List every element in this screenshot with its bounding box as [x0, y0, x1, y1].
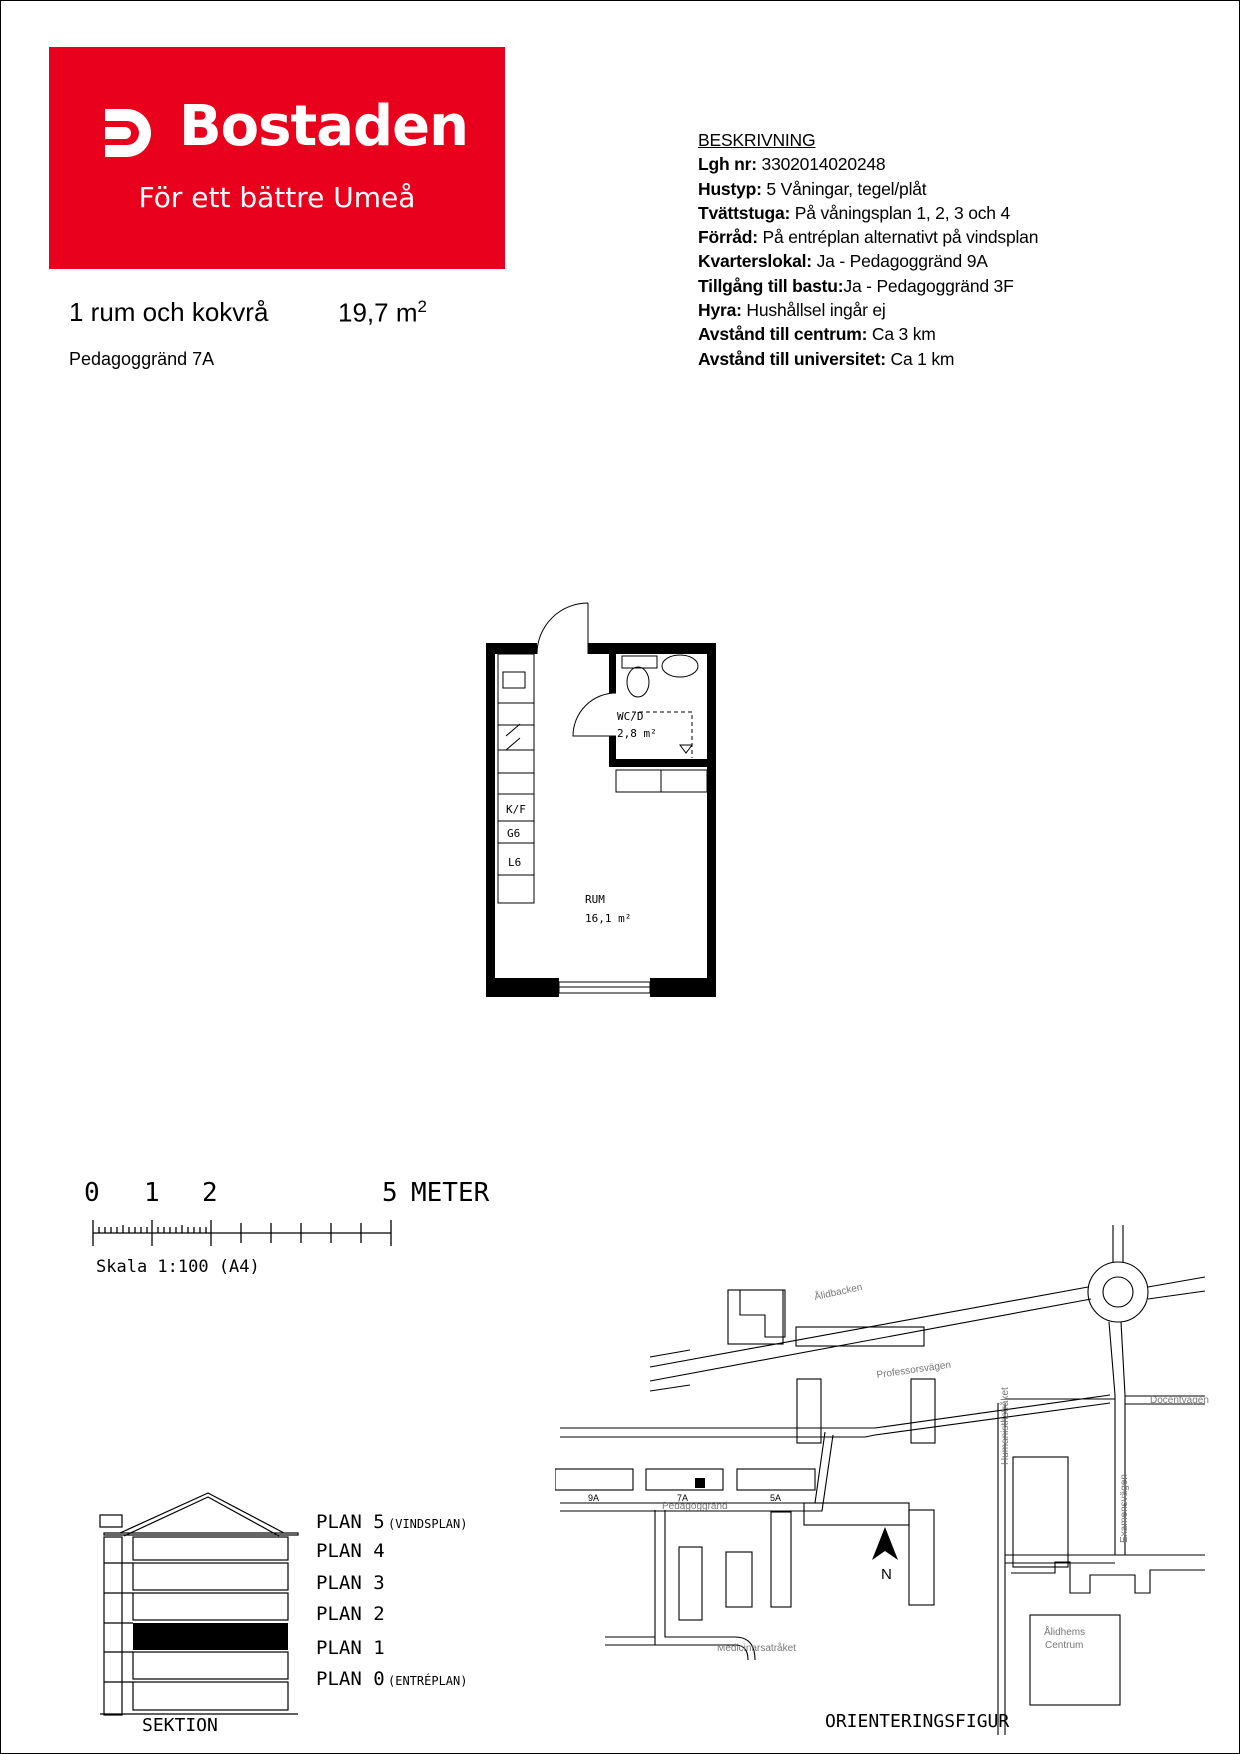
floor-plan [470, 590, 730, 1010]
bostaden-logo [49, 47, 505, 269]
appliance-g6: G6 [507, 827, 521, 840]
desc-row [698, 347, 1038, 371]
wash-basin [662, 655, 698, 677]
desc-label: Lgh nr [698, 154, 752, 175]
area-unit-exponent: 2 [417, 297, 427, 316]
appliance-l6: L6 [508, 856, 522, 869]
level-plan3: PLAN 3 [316, 1572, 385, 1594]
level-plan2: PLAN 2 [316, 1603, 385, 1625]
wall-bottom-right [650, 978, 716, 997]
building-5a [737, 1469, 815, 1490]
apartment-address: Pedagoggränd 7A [69, 349, 215, 369]
current-floor-highlight [133, 1623, 288, 1650]
desc-row [698, 225, 1038, 249]
building-7a [646, 1469, 723, 1490]
wc-wall-bottom [609, 759, 707, 767]
scale-tick-1: 1 [144, 1178, 160, 1208]
street-label: Humanisthstråket [1000, 1387, 1011, 1465]
wall-right [707, 643, 716, 997]
description-block [698, 128, 1038, 371]
desc-label: Kvarterslokal [698, 251, 807, 272]
desc-value: 3302014020248 [761, 154, 886, 175]
desc-row [698, 201, 1038, 225]
room-label-rum: RUM [585, 893, 605, 906]
level-plan4: PLAN 4 [316, 1540, 385, 1562]
scale-caption: Skala 1:100 (A4) [96, 1257, 260, 1277]
apartment-type: 1 rum och kokvrå [69, 297, 269, 327]
entrance-door-swing [537, 603, 588, 654]
desc-row [698, 177, 1038, 201]
level-plan0: PLAN 0 [316, 1668, 385, 1690]
room-area-wc: 2,8 m² [617, 727, 657, 740]
desc-value: Ca 3 km [871, 324, 936, 345]
wc-door-swing [573, 693, 616, 736]
floor-drain [680, 745, 692, 753]
desc-sep: : [806, 251, 817, 272]
area-value: 19,7 m [338, 297, 418, 328]
desc-value: På våningsplan 1, 2, 3 och 4 [794, 202, 1011, 223]
desc-sep: : [756, 178, 767, 199]
wc-basin-shelf [622, 656, 657, 668]
desc-value: Hushållsel ingår ej [746, 300, 886, 321]
road-pedagoggrand [560, 1432, 833, 1511]
street-label: Ålidbacken [813, 1282, 864, 1303]
level-plan5-note: (VINDSPLAN) [388, 1517, 468, 1531]
wall-top-right [588, 643, 716, 654]
road-medicinarsatraket [655, 1510, 755, 1660]
apartment-marker [695, 1478, 705, 1488]
desc-sep: : [880, 348, 891, 369]
street-label: Docentvägen [1150, 1395, 1209, 1406]
desc-label: Hyra [698, 300, 737, 321]
building-9a [555, 1469, 633, 1490]
street-label: Professorsvägen [875, 1359, 952, 1381]
desc-label: Tvättstuga [698, 202, 785, 223]
description-heading: BESKRIVNING [698, 130, 816, 150]
wc-wall-left-upper [609, 643, 616, 693]
level-plan5: PLAN 5 [316, 1511, 385, 1533]
desc-value: Ja - Pedagoggränd 9A [816, 251, 988, 272]
desc-value: Ca 1 km [890, 348, 955, 369]
desc-sep: : [861, 324, 872, 345]
street-label: Pedagoggränd [662, 1501, 728, 1512]
room-label-wc: WC/D [617, 710, 644, 723]
orientation-caption: ORIENTERINGSFIGUR [825, 1711, 1010, 1732]
scale-bar [80, 1170, 500, 1280]
desc-label: Förråd [698, 227, 753, 248]
desc-value: På entréplan alternativt på vindsplan [762, 227, 1039, 248]
building-label: 9A [588, 1493, 600, 1503]
desc-row [698, 274, 1038, 298]
scale-tick-0: 0 [84, 1178, 100, 1208]
desc-row [698, 152, 1038, 176]
desc-row [698, 322, 1038, 346]
section-drawing [90, 1485, 490, 1745]
orientation-map [555, 1225, 1215, 1735]
logo-wordmark: Bostaden [179, 94, 468, 159]
roundabout [1088, 1262, 1148, 1322]
room-area-rum: 16,1 m² [585, 912, 632, 925]
level-plan1: PLAN 1 [316, 1637, 385, 1659]
logo-tagline: För ett bättre Umeå [138, 181, 416, 214]
street-label: Examensvägen [1119, 1474, 1130, 1543]
level-plan0-note: (ENTRÉPLAN) [388, 1674, 468, 1688]
centre-label: Centrum [1045, 1640, 1084, 1651]
sink [503, 672, 525, 688]
scale-tick-5: 5 [382, 1178, 398, 1208]
appliance-kf: K/F [506, 803, 526, 816]
scale-unit: METER [411, 1178, 490, 1208]
desc-row [698, 249, 1038, 273]
north-arrow-icon [872, 1527, 898, 1560]
toilet [627, 667, 649, 697]
desc-label: Avstånd till universitet [698, 348, 881, 369]
wall-top-left [486, 643, 537, 654]
desc-sep: : [736, 300, 747, 321]
desc-value: Ja - Pedagoggränd 3F [843, 275, 1014, 296]
apartment-area [338, 297, 427, 329]
wall-left [486, 643, 495, 997]
desc-value: 5 Våningar, tegel/plåt [766, 178, 927, 199]
desc-sep: : [751, 154, 762, 175]
desc-label: Hustyp [698, 178, 757, 199]
section-caption: SEKTION [142, 1715, 218, 1736]
desc-label: Avstånd till centrum [698, 324, 862, 345]
scale-tick-2: 2 [202, 1178, 218, 1208]
street-label: Medicinarsatråket [717, 1643, 796, 1654]
building-label: 7A [677, 1493, 689, 1503]
building-label: 5A [770, 1493, 782, 1503]
north-label: N [881, 1566, 892, 1583]
desc-label: Tillgång till bastu [698, 275, 838, 296]
desc-sep: : [837, 275, 844, 296]
road-professorsvagen [560, 1395, 1110, 1437]
road-alidbacken [650, 1287, 1091, 1381]
desc-sep: : [784, 202, 795, 223]
desc-sep: : [752, 227, 763, 248]
desc-row [698, 298, 1038, 322]
wall-bottom-left [486, 978, 559, 997]
centre-label: Ålidhems [1044, 1627, 1086, 1638]
bostaden-mark-icon [101, 105, 163, 161]
